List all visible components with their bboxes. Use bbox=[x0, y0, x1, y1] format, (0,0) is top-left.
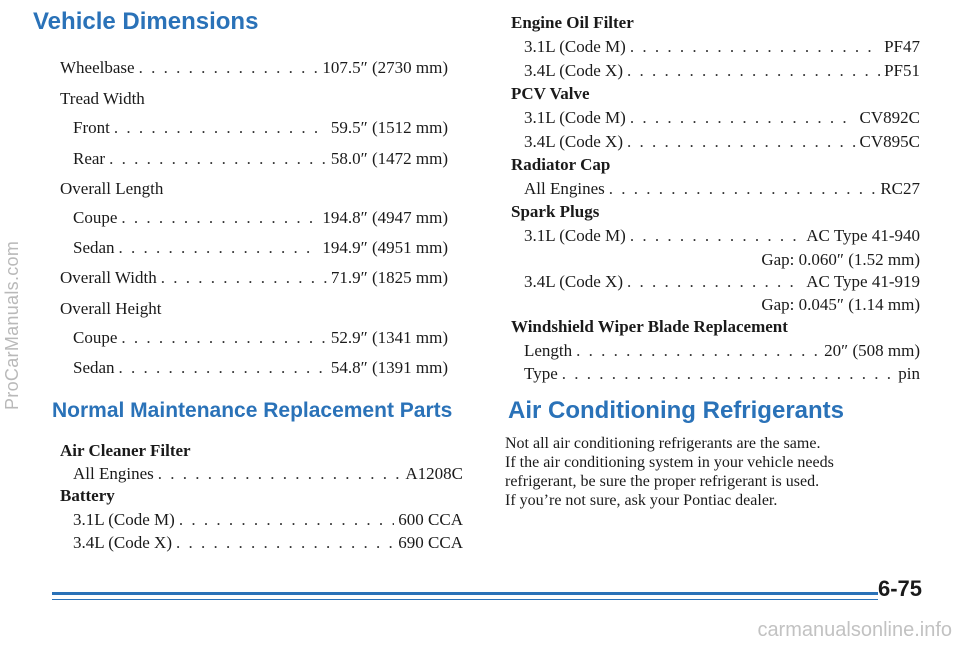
leader-dots bbox=[630, 108, 856, 128]
row-value: pin bbox=[898, 364, 920, 383]
row-label: Type bbox=[524, 364, 558, 383]
refrigerants-paragraph bbox=[505, 434, 915, 510]
radiator-heading: Radiator Cap bbox=[511, 155, 611, 174]
row-label: Rear bbox=[73, 149, 106, 168]
bottom-watermark: carmanualsonline.info bbox=[757, 619, 952, 641]
wheelbase-row bbox=[60, 58, 448, 78]
row-label: Overall Width bbox=[60, 268, 157, 287]
refrigerants-title: Air Conditioning Refrigerants bbox=[508, 397, 844, 424]
length-coupe-row bbox=[73, 208, 448, 228]
oil-filter-row-m bbox=[524, 37, 920, 57]
front-row bbox=[73, 118, 448, 138]
oil-filter-heading: Engine Oil Filter bbox=[511, 13, 634, 32]
paragraph-line: Not all air conditioning refrigerants are the same. bbox=[505, 435, 821, 452]
row-value: 690 CCA bbox=[398, 533, 463, 552]
height-sedan-row bbox=[73, 358, 448, 378]
footer-rule bbox=[52, 592, 878, 595]
row-label: Length bbox=[524, 341, 573, 360]
row-label: 3.4L (Code X) bbox=[73, 533, 172, 552]
row-value: 194.9″ (4951 mm) bbox=[322, 238, 448, 257]
overall-height-label: Overall Height bbox=[60, 299, 162, 318]
maintenance-title: Normal Maintenance Replacement Parts bbox=[52, 399, 453, 422]
spark-plug-gap-m: Gap: 0.060″ (1.52 mm) bbox=[761, 250, 920, 269]
leader-dots bbox=[630, 37, 880, 57]
tread-width-label: Tread Width bbox=[60, 89, 145, 108]
row-value: PF47 bbox=[884, 37, 920, 56]
leader-dots bbox=[627, 272, 802, 292]
row-label: 3.1L (Code M) bbox=[524, 226, 626, 245]
leader-dots bbox=[119, 238, 319, 258]
rear-row bbox=[73, 149, 448, 169]
leader-dots bbox=[161, 268, 327, 288]
leader-dots bbox=[114, 118, 327, 138]
paragraph-line: If the air conditioning system in your vehicle needs bbox=[505, 454, 834, 471]
leader-dots bbox=[179, 510, 394, 530]
wiper-heading: Windshield Wiper Blade Replacement bbox=[511, 317, 788, 336]
leader-dots bbox=[627, 61, 880, 81]
row-label: Front bbox=[73, 118, 110, 137]
row-label: Wheelbase bbox=[60, 58, 135, 77]
leader-dots bbox=[158, 464, 402, 484]
row-label: 3.1L (Code M) bbox=[524, 108, 626, 127]
row-value: AC Type 41-919 bbox=[806, 272, 920, 291]
row-value: PF51 bbox=[884, 61, 920, 80]
wiper-type-row bbox=[524, 364, 920, 384]
leader-dots bbox=[119, 358, 327, 378]
row-value: 194.8″ (4947 mm) bbox=[322, 208, 448, 227]
oil-filter-row-x bbox=[524, 61, 920, 81]
leader-dots bbox=[121, 208, 318, 228]
leader-dots bbox=[630, 226, 802, 246]
air-cleaner-row bbox=[73, 464, 463, 484]
row-label: All Engines bbox=[524, 179, 605, 198]
paragraph-line: If you’re not sure, ask your Pontiac dealer. bbox=[505, 492, 778, 509]
row-value: A1208C bbox=[405, 464, 463, 483]
row-label: 3.4L (Code X) bbox=[524, 132, 623, 151]
footer-rule-thin bbox=[52, 599, 878, 600]
row-value: 107.5″ (2730 mm) bbox=[322, 58, 448, 77]
row-label: 3.1L (Code M) bbox=[524, 37, 626, 56]
row-label: Sedan bbox=[73, 358, 115, 377]
length-sedan-row bbox=[73, 238, 448, 258]
overall-length-label: Overall Length bbox=[60, 179, 164, 198]
pcv-row-x bbox=[524, 132, 920, 152]
leader-dots bbox=[627, 132, 856, 152]
spark-plug-row-m bbox=[524, 226, 920, 246]
row-label: 3.1L (Code M) bbox=[73, 510, 175, 529]
leader-dots bbox=[576, 341, 820, 361]
row-value: 59.5″ (1512 mm) bbox=[330, 118, 448, 137]
air-cleaner-heading: Air Cleaner Filter bbox=[60, 441, 191, 460]
paragraph-line: refrigerant, be sure the proper refrigerant is used. bbox=[505, 473, 820, 490]
row-value: 71.9″ (1825 mm) bbox=[330, 268, 448, 287]
leader-dots bbox=[109, 149, 327, 169]
pcv-heading: PCV Valve bbox=[511, 84, 590, 103]
row-value: 54.8″ (1391 mm) bbox=[330, 358, 448, 377]
battery-heading: Battery bbox=[60, 486, 115, 505]
height-coupe-row bbox=[73, 328, 448, 348]
spark-plug-gap-x: Gap: 0.045″ (1.14 mm) bbox=[761, 295, 920, 314]
row-label: Coupe bbox=[73, 208, 118, 227]
row-label: Coupe bbox=[73, 328, 118, 347]
spark-plugs-heading: Spark Plugs bbox=[511, 202, 600, 221]
leader-dots bbox=[139, 58, 319, 78]
row-value: 52.9″ (1341 mm) bbox=[330, 328, 448, 347]
overall-width-row bbox=[60, 268, 448, 288]
row-value: 600 CCA bbox=[398, 510, 463, 529]
row-value: 20″ (508 mm) bbox=[824, 341, 920, 360]
leader-dots bbox=[609, 179, 877, 199]
battery-row-m bbox=[73, 510, 463, 530]
row-label: All Engines bbox=[73, 464, 154, 483]
row-value: CV895C bbox=[859, 132, 920, 151]
vehicle-dimensions-title: Vehicle Dimensions bbox=[33, 8, 259, 35]
radiator-row bbox=[524, 179, 920, 199]
side-watermark: ProCarManuals.com bbox=[2, 240, 22, 410]
spark-plug-row-x bbox=[524, 272, 920, 292]
page-number: 6-75 bbox=[877, 576, 922, 601]
row-label: Sedan bbox=[73, 238, 115, 257]
row-value: RC27 bbox=[880, 179, 920, 198]
row-label: 3.4L (Code X) bbox=[524, 272, 623, 291]
row-value: AC Type 41-940 bbox=[806, 226, 920, 245]
wiper-length-row bbox=[524, 341, 920, 361]
row-value: 58.0″ (1472 mm) bbox=[330, 149, 448, 168]
battery-row-x bbox=[73, 533, 463, 553]
leader-dots bbox=[562, 364, 895, 384]
row-label: 3.4L (Code X) bbox=[524, 61, 623, 80]
leader-dots bbox=[176, 533, 394, 553]
pcv-row-m bbox=[524, 108, 920, 128]
row-value: CV892C bbox=[859, 108, 920, 127]
leader-dots bbox=[121, 328, 327, 348]
